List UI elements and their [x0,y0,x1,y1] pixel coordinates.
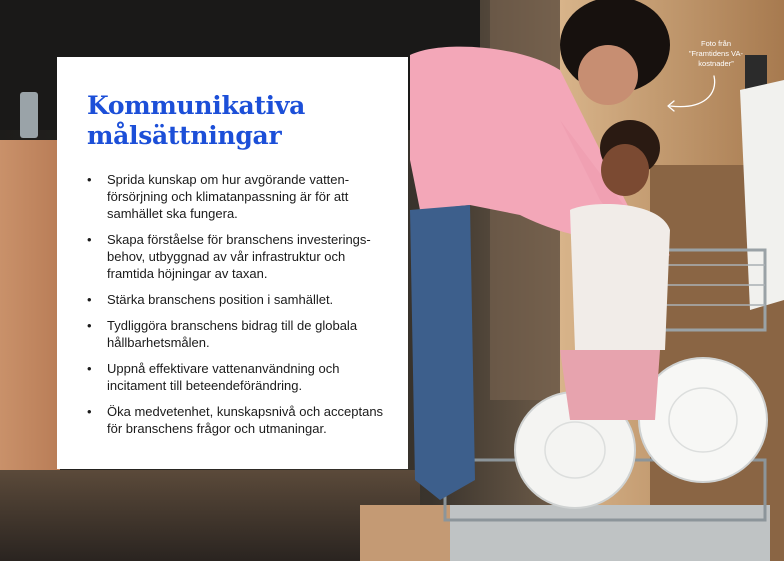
list-item-text: Skapa förståelse för branschens investerings-behov, utbyggnad av vår infrastruktur och framtida höjningar av taxan. [107,232,371,281]
list-item [87,317,384,351]
page-title [87,91,384,151]
bullet-icon: • [87,292,92,307]
bullet-icon: • [87,318,92,333]
list-item [87,403,384,437]
list-item [87,231,384,282]
photo-caption [676,39,756,69]
list-item-text: Tydliggöra branschens bidrag till de globala hållbarhetsmålen. [107,318,358,350]
list-item-text: Stärka branschens position i samhället. [107,292,334,307]
photo-caption-line: ”Framtidens VA- [688,49,744,58]
bullet-icon: • [87,232,92,247]
page-title-line: målsättningar [87,121,282,150]
list-item [87,171,384,222]
photo-caption-line: kostnader” [698,59,734,68]
page-title-line: Kommunikativa [87,91,305,120]
bullet-icon: • [87,361,92,376]
list-item-text: Öka medvetenhet, kunskapsnivå och acceptans för branschens frågor och utmaningar. [107,404,384,436]
list-item [87,291,384,308]
curved-arrow-icon [660,72,722,116]
objectives-list [87,171,384,437]
list-item-text: Uppnå effektivare vattenanvändning och incitament till beteendeförändring. [107,361,340,393]
list-item [87,360,384,394]
bullet-icon: • [87,172,92,187]
objectives-card [57,57,408,469]
bullet-icon: • [87,404,92,419]
photo-caption-line: Foto från [700,39,731,48]
list-item-text: Sprida kunskap om hur avgörande vatten-försörjning och klimatanpassning är för att samhället ska fungera. [107,172,350,221]
